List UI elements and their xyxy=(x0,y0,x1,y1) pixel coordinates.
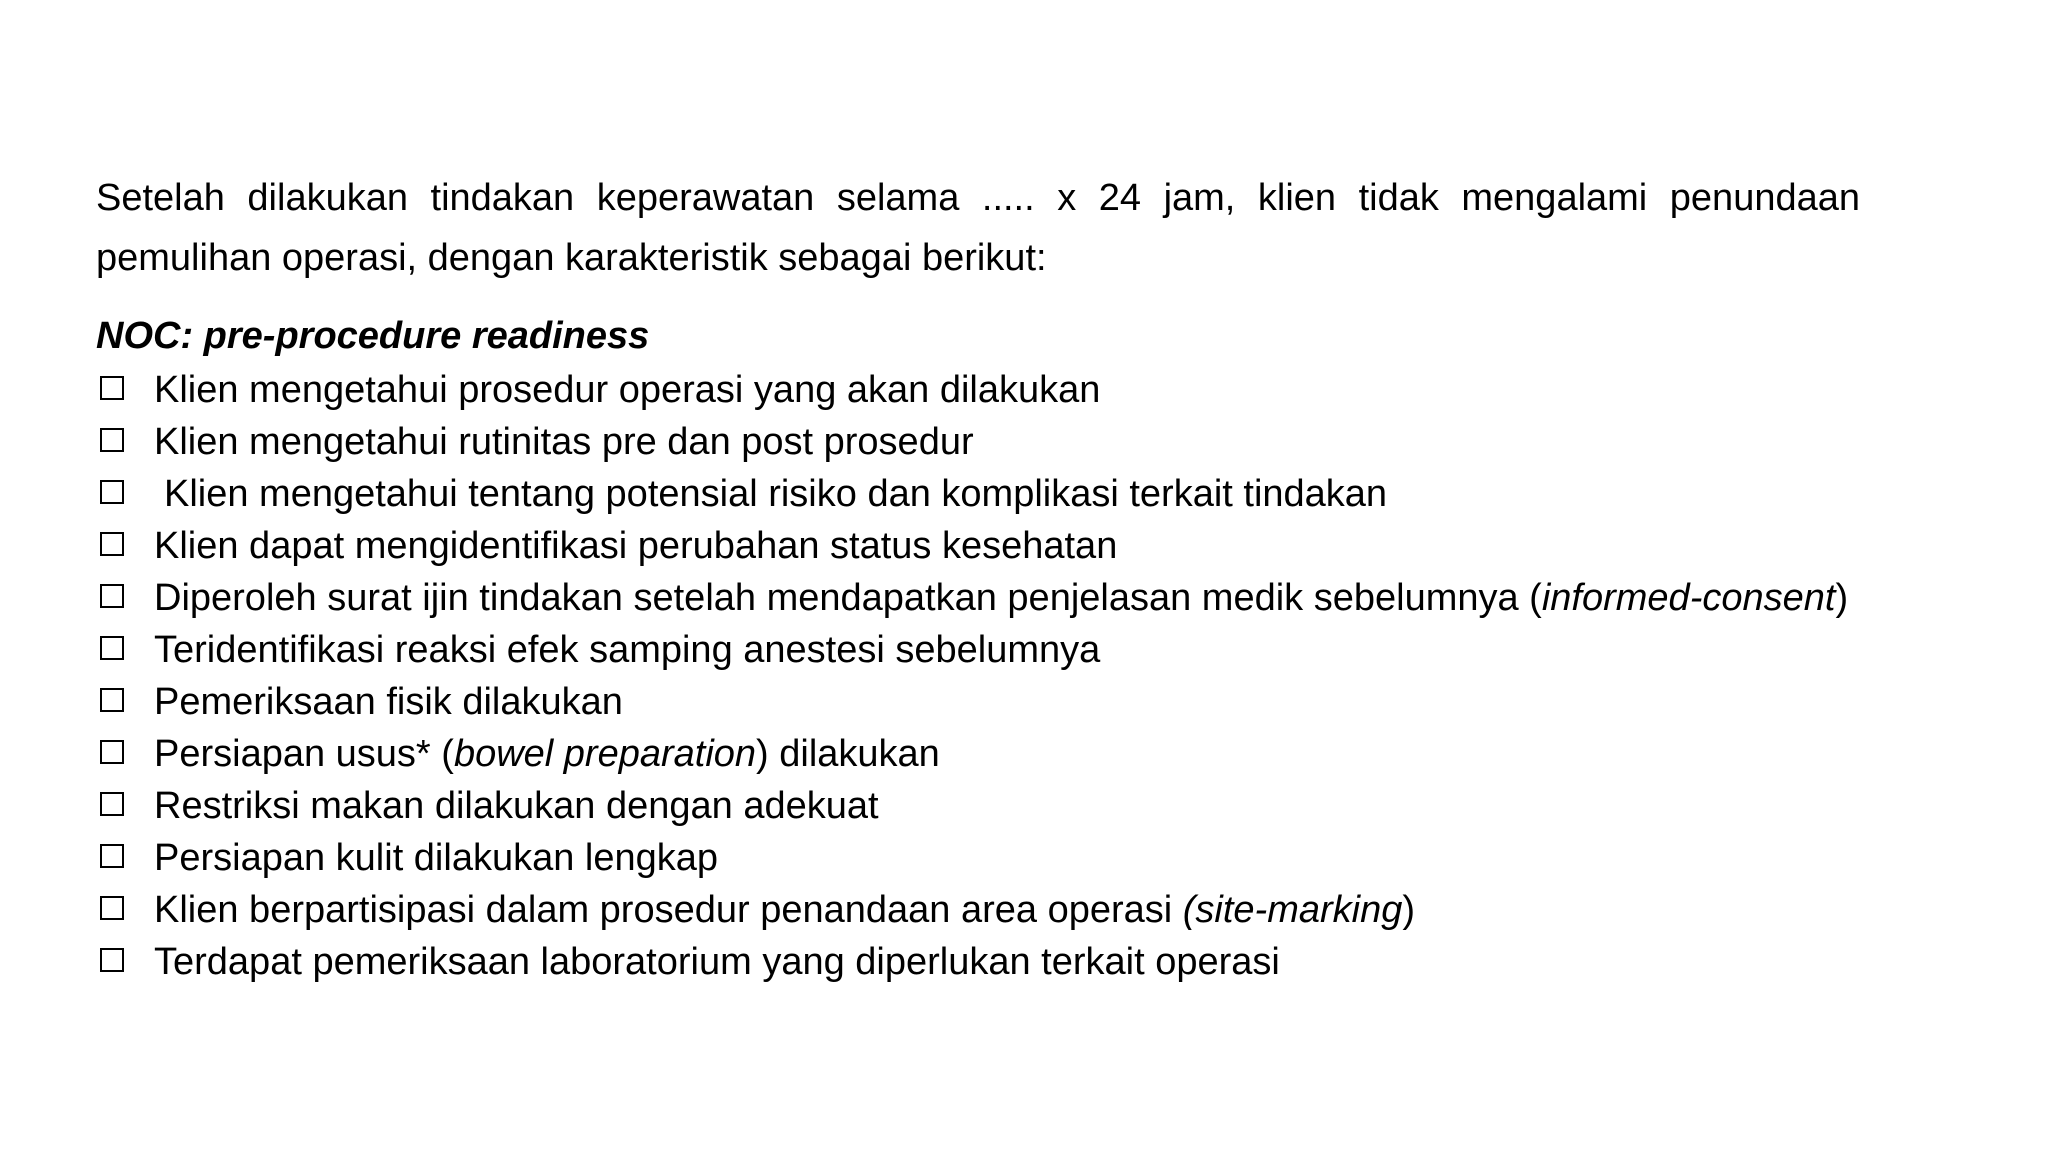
item-text: Terdapat pemeriksaan laboratorium yang diperlukan terkait operasi xyxy=(154,941,1280,983)
item-text: Klien mengetahui tentang potensial risiko dan komplikasi terkait tindakan xyxy=(164,473,1388,515)
checkbox-icon[interactable] xyxy=(100,636,124,660)
checklist-item[interactable] xyxy=(96,520,1860,572)
checkbox-icon[interactable] xyxy=(100,844,124,868)
item-text-suffix: ) xyxy=(1835,577,1849,619)
checkbox-icon[interactable] xyxy=(100,376,124,400)
item-text-italic: informed-consent xyxy=(1541,577,1836,619)
item-text: Persiapan kulit dilakukan lengkap xyxy=(154,837,719,879)
checkbox-icon[interactable] xyxy=(100,428,124,452)
item-text: Pemeriksaan fisik dilakukan xyxy=(154,681,623,723)
slide-content xyxy=(96,168,1860,988)
item-text: Restriksi makan dilakukan dengan adekuat xyxy=(154,785,879,827)
item-text: Diperoleh surat ijin tindakan setelah mendapatkan penjelasan medik sebelumnya ( xyxy=(154,577,1542,619)
item-text-italic: (site-marking xyxy=(1182,889,1403,931)
checklist-item[interactable] xyxy=(96,624,1860,676)
checklist-item[interactable] xyxy=(96,572,1860,624)
item-text: Persiapan usus* ( xyxy=(154,733,454,775)
checklist-item[interactable] xyxy=(96,884,1860,936)
intro-paragraph: Setelah dilakukan tindakan keperawatan selama ..... x 24 jam, klien tidak mengalami penundaan pemulihan operasi, dengan karakteristik sebagai berikut: xyxy=(96,177,1860,279)
checkbox-icon[interactable] xyxy=(100,480,124,504)
checkbox-icon[interactable] xyxy=(100,740,124,764)
checklist-item[interactable] xyxy=(96,468,1860,520)
checkbox-icon[interactable] xyxy=(100,688,124,712)
checkbox-icon[interactable] xyxy=(100,896,124,920)
checkbox-icon[interactable] xyxy=(100,948,124,972)
noc-title: NOC: pre-procedure readiness xyxy=(96,315,650,357)
checklist-item[interactable] xyxy=(96,728,1860,780)
checkbox-icon[interactable] xyxy=(100,532,124,556)
checklist-item[interactable] xyxy=(96,364,1860,416)
checkbox-icon[interactable] xyxy=(100,584,124,608)
item-text: Teridentifikasi reaksi efek samping anestesi sebelumnya xyxy=(154,629,1101,671)
checklist-item[interactable] xyxy=(96,416,1860,468)
item-text: Klien mengetahui prosedur operasi yang akan dilakukan xyxy=(154,369,1101,411)
checkbox-icon[interactable] xyxy=(100,792,124,816)
item-text: Klien mengetahui rutinitas pre dan post prosedur xyxy=(154,421,974,463)
checklist xyxy=(96,364,1860,988)
item-text: Klien berpartisipasi dalam prosedur penandaan area operasi xyxy=(154,889,1183,931)
item-text-suffix: ) dilakukan xyxy=(756,733,940,775)
checklist-item[interactable] xyxy=(96,936,1860,988)
item-text-suffix: ) xyxy=(1402,889,1416,931)
item-text-italic: bowel preparation xyxy=(453,733,757,775)
item-text: Klien dapat mengidentifikasi perubahan status kesehatan xyxy=(154,525,1118,567)
checklist-item[interactable] xyxy=(96,676,1860,728)
checklist-item[interactable] xyxy=(96,780,1860,832)
checklist-item[interactable] xyxy=(96,832,1860,884)
